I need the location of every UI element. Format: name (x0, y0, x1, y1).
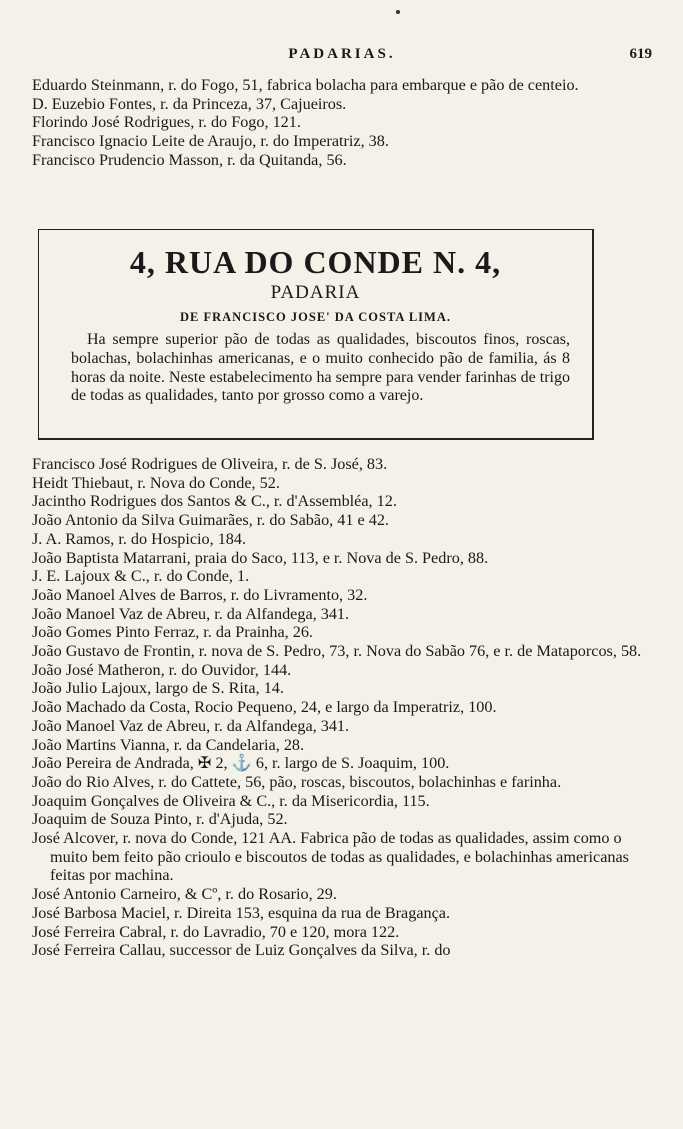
list-entry: Francisco José Rodrigues de Oliveira, r. de S. José, 83. (32, 455, 388, 473)
list-entry: João Gustavo de Frontin, r. nova de S. Pedro, 73, r. Nova do Sabão 76, e r. de Mataporcos, 58. (32, 642, 642, 661)
list-entry: Jacintho Rodrigues dos Santos & C., r. d'Assembléa, 12. (32, 492, 397, 511)
list-entry: José Antonio Carneiro, & Cº, r. do Rosario, 29. (32, 885, 337, 904)
list-entry: João Antonio da Silva Guimarães, r. do Sabão, 41 e 42. (32, 511, 389, 530)
list-entry: José Alcover, r. nova do Conde, 121 AA. Fabrica pão de todas as qualidades, assim como o muito bem feito pão crioulo e biscoutos de todas as qualidades, e bolachinhas americanas feitas por machina. (32, 829, 629, 885)
list-entry: Florindo José Rodrigues, r. do Fogo, 121. (32, 113, 301, 132)
advertisement-subtitle: DE FRANCISCO JOSE' DA COSTA LIMA. (179, 310, 451, 324)
list-entry: Francisco Ignacio Leite de Araujo, r. do Imperatriz, 38. (32, 132, 389, 151)
list-entry: Joaquim de Souza Pinto, r. d'Ajuda, 52. (32, 810, 288, 829)
list-entry: J. A. Ramos, r. do Hospicio, 184. (32, 529, 247, 548)
advertisement-body: Ha sempre superior pão de todas as qualidades, biscoutos finos, roscas, bolachas, bolachinhas americanas, e o muito conhecido pão de familia, ás 8 horas da noite. Neste estabelecimento ha sempre para vender farinhas de trigo de todas as qualidades, tanto por grosso como a varejo. (71, 331, 570, 405)
entry-list-top (32, 76, 652, 170)
advertisement-box (38, 229, 594, 440)
ink-dot (396, 10, 400, 14)
list-entry: José Ferreira Callau, successor de Luiz Gonçalves da Silva, r. do (32, 941, 451, 960)
list-entry: João Manoel Vaz de Abreu, r. da Alfandega, 341. (32, 716, 350, 735)
list-entry: João Baptista Matarrani, praia do Saco, 113, e r. Nova de S. Pedro, 88. (32, 548, 489, 567)
list-entry: João Manoel Vaz de Abreu, r. da Alfandega, 341. (32, 604, 350, 623)
running-title: PADARIAS. (288, 46, 396, 62)
page-number: 619 (629, 46, 652, 62)
list-entry: Eduardo Steinmann, r. do Fogo, 51, fabrica bolacha para embarque e pão de centeio. (32, 76, 579, 94)
entry-list-bottom (32, 455, 652, 960)
list-entry: João Martins Vianna, r. da Candelaria, 28. (32, 735, 305, 754)
list-entry: J. E. Lajoux & C., r. do Conde, 1. (32, 567, 250, 586)
list-entry: José Barbosa Maciel, r. Direita 153, esquina da rua de Bragança. (32, 903, 451, 922)
list-entry: João Gomes Pinto Ferraz, r. da Prainha, 26. (32, 623, 313, 642)
list-entry: João Manoel Alves de Barros, r. do Livramento, 32. (32, 585, 368, 604)
list-entry: João Pereira de Andrada, ✠ 2, ⚓ 6, r. largo de S. Joaquim, 100. (32, 754, 450, 773)
list-entry: Francisco Prudencio Masson, r. da Quitanda, 56. (32, 150, 347, 169)
list-entry: João do Rio Alves, r. do Cattete, 56, pão, roscas, biscoutos, bolachinhas e farinha. (32, 772, 562, 791)
list-entry: João José Matheron, r. do Ouvidor, 144. (32, 660, 292, 679)
list-entry: João Machado da Costa, Rocio Pequeno, 24, e largo da Imperatriz, 100. (32, 698, 497, 717)
list-entry: Heidt Thiebaut, r. Nova do Conde, 52. (32, 473, 280, 492)
list-entry: José Ferreira Cabral, r. do Lavradio, 70 e 120, mora 122. (32, 922, 400, 941)
list-entry: João Julio Lajoux, largo de S. Rita, 14. (32, 679, 284, 698)
page-header (32, 46, 652, 68)
list-entry: Joaquim Gonçalves de Oliveira & C., r. da Misericordia, 115. (32, 791, 430, 810)
advertisement-title: PADARIA (270, 282, 361, 303)
list-entry: D. Euzebio Fontes, r. da Princeza, 37, Cajueiros. (32, 94, 347, 113)
advertisement-headline: 4, RUA DO CONDE N. 4, (129, 244, 502, 280)
